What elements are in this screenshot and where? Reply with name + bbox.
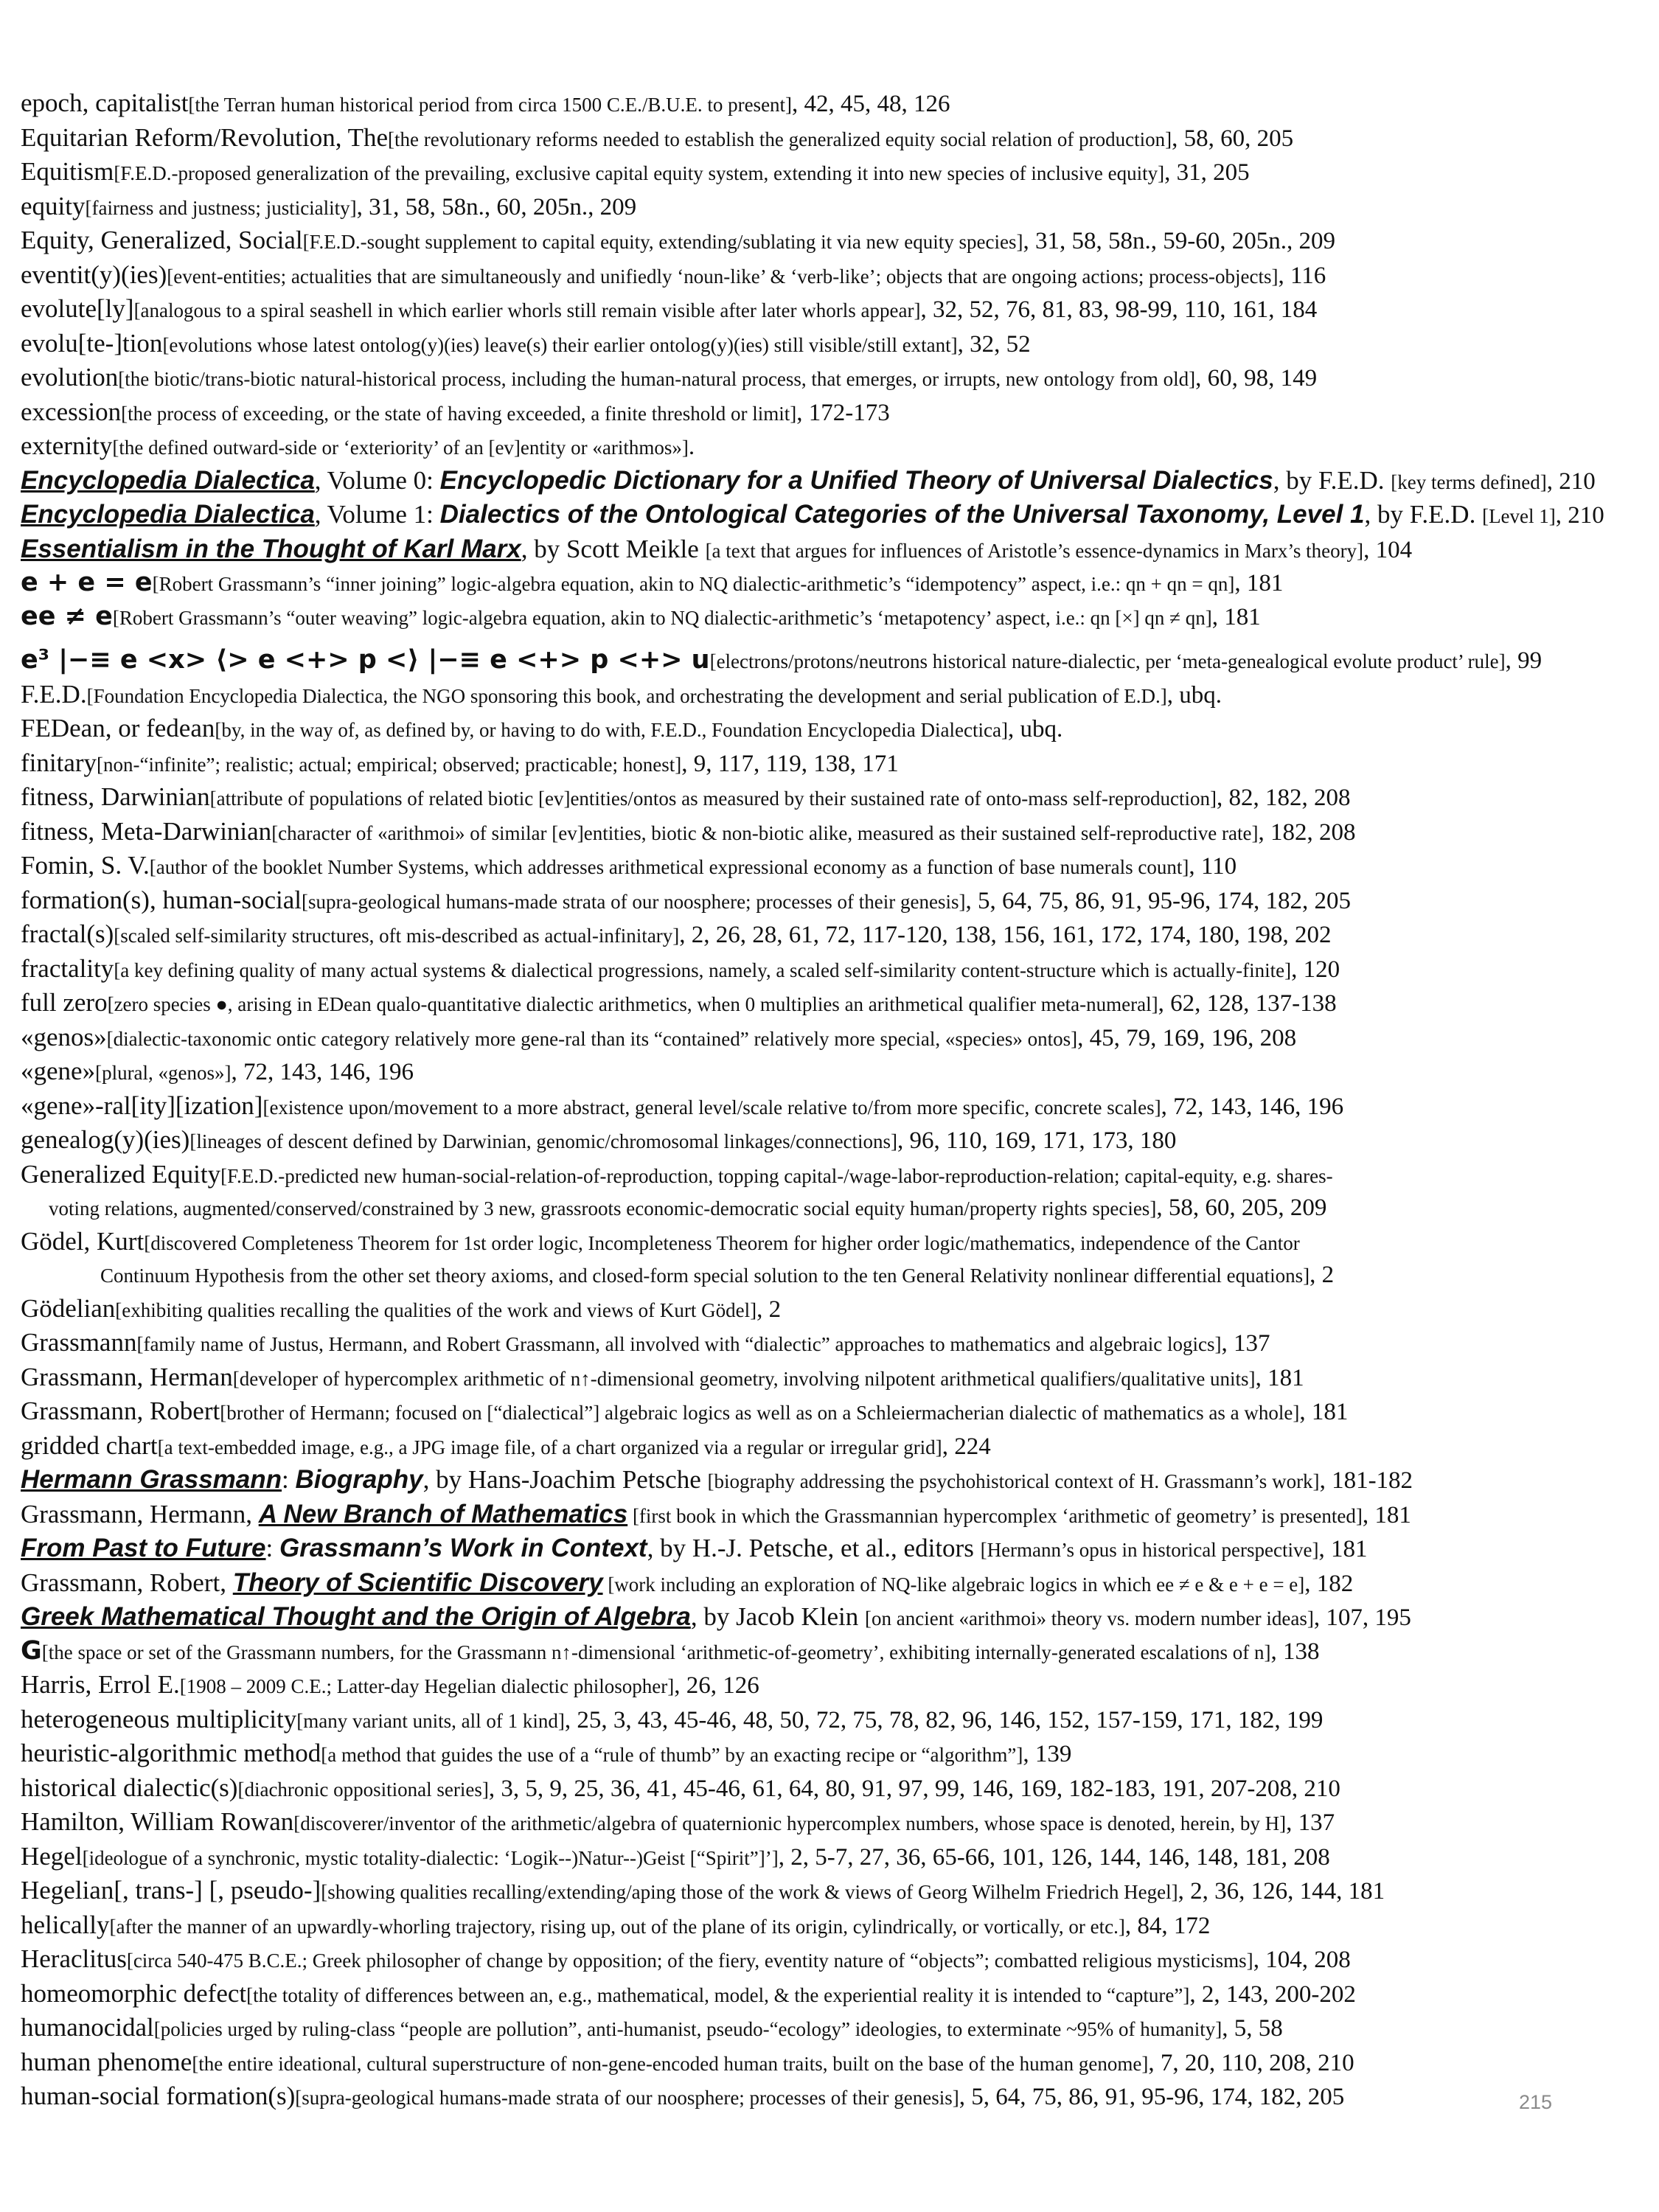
entry-pages: , 137 xyxy=(1221,1330,1270,1357)
entry-description: [a text that argues for influences of Aristotle’s essence-dynamics in Marx’s theory] xyxy=(705,539,1364,562)
entry-description: [discoverer/inventor of the arithmetic/algebra of quaternionic hypercomplex numbers, whose space is denoted, herein, by H] xyxy=(293,1812,1287,1834)
index-entry xyxy=(21,1090,1643,1124)
entry-pages: , 62, 128, 137-138 xyxy=(1158,990,1337,1017)
entry-description: [F.E.D.-predicted new human-social-relation-of-reproduction, topping capital-/wage-labor-reproduction-relation; capital-equity, e.g. shares- xyxy=(220,1164,1333,1187)
entry-subtitle: Encyclopedic Dictionary for a Unified Theory of Universal Dialectics xyxy=(439,465,1273,495)
index-entry xyxy=(21,1669,1643,1703)
entry-description: [event-entities; actualities that are simultaneously and unifiedly ‘noun-like’ & ‘verb-like’; objects that are ongoing actions; process-objects] xyxy=(167,265,1279,288)
entry-volume: : xyxy=(265,1534,280,1562)
index-entry xyxy=(21,884,1643,919)
index-entry xyxy=(21,1498,1643,1533)
entry-term: fractality xyxy=(21,953,114,983)
entry-term: excession xyxy=(21,397,122,426)
index-entry xyxy=(21,259,1643,293)
entry-pages: , 25, 3, 43, 45-46, 48, 50, 72, 75, 78, 82, 96, 146, 152, 157-159, 171, 182, 199 xyxy=(564,1706,1324,1733)
entry-pages: , 2, 5-7, 27, 36, 65-66, 101, 126, 144, 146, 148, 181, 208 xyxy=(778,1843,1330,1871)
entry-term: From Past to Future xyxy=(21,1534,266,1562)
entry-description: [author of the booklet Number Systems, which addresses arithmetical expressional economy as a function of base numerals count] xyxy=(149,856,1189,878)
index-entry xyxy=(21,712,1643,747)
entry-term: A New Branch of Mathematics xyxy=(258,1499,628,1528)
index-entry xyxy=(21,293,1643,327)
index-entry xyxy=(21,1635,1643,1669)
entry-pages: , 2, 26, 28, 61, 72, 117-120, 138, 156, 161, 172, 174, 180, 198, 202 xyxy=(679,922,1332,948)
index-entry xyxy=(21,1840,1643,1875)
entry-description: [existence upon/movement to a more abstract, general level/scale relative to/from more specific, concrete scales] xyxy=(262,1096,1161,1119)
entry-pages: , 138 xyxy=(1270,1638,1320,1665)
entry-pages: , 116 xyxy=(1278,262,1326,289)
entry-pages: , 2, 36, 126, 144, 181 xyxy=(1178,1878,1385,1905)
index-entry xyxy=(21,781,1643,815)
entry-description: [diachronic oppositional series] xyxy=(237,1778,489,1801)
entry-term: F.E.D. xyxy=(21,679,87,709)
entry-pages: , 181 xyxy=(1318,1536,1368,1562)
entry-pages: , 45, 79, 169, 196, 208 xyxy=(1077,1024,1297,1051)
entry-description: [lineages of descent defined by Darwinian, genomic/chromosomal linkages/connections] xyxy=(189,1130,898,1152)
entry-term: epoch, capitalist xyxy=(21,88,189,117)
entry-description: [the revolutionary reforms needed to establish the generalized equity social relation of production] xyxy=(388,128,1172,150)
entry-pages: , 82, 182, 208 xyxy=(1216,785,1351,811)
entry-term: Hermann Grassmann xyxy=(21,1465,282,1494)
entry-description: [character of «arithmoi» of similar [ev]entities, biotic & non-biotic alike, measured as their sustained self-reproductive rate] xyxy=(271,821,1259,844)
entry-description: [the totality of differences between an, e.g., mathematical, model, & the experiential reality it is intended to “capture”] xyxy=(246,1983,1190,2006)
entry-term: heuristic-algorithmic method xyxy=(21,1739,321,1767)
entry-term: «genos» xyxy=(21,1022,107,1051)
entry-description: [Robert Grassmann’s “inner joining” logic-algebra equation, akin to NQ dialectic-arithmetic’s “idempotency” aspect, i.e.: qn + qn = qn] xyxy=(152,573,1235,595)
index-entry xyxy=(21,533,1643,568)
entry-volume: : xyxy=(282,1465,296,1494)
entry-pages: , 31, 205 xyxy=(1164,159,1250,186)
entry-description: [the Terran human historical period from circa 1500 C.E./B.U.E. to present] xyxy=(188,94,793,116)
entry-pages: , 5, 64, 75, 86, 91, 95-96, 174, 182, 205 xyxy=(959,2084,1345,2110)
entry-term: e³ |−≡ e <x> ⟨> e <+> p <⟩ |−≡ e <+> p <+> u xyxy=(21,645,710,675)
entry-term: «gene» xyxy=(21,1057,96,1085)
index-entry xyxy=(21,1601,1643,1635)
entry-description: [non-“infinite”; realistic; actual; empirical; observed; practicable; honest] xyxy=(97,753,682,776)
index-entry xyxy=(21,1567,1643,1601)
entry-description: [on ancient «arithmoi» theory vs. modern number ideas] xyxy=(865,1607,1314,1630)
entry-term: Essentialism in the Thought of Karl Marx xyxy=(21,534,521,563)
index-entry xyxy=(21,2046,1643,2081)
entry-description: [discovered Completeness Theorem for 1st order logic, Incompleteness Theorem for higher order logic/mathematics, independence of the Cantor xyxy=(144,1231,1300,1254)
entry-pages: , 181 xyxy=(1234,570,1284,597)
entry-pages: . xyxy=(688,434,695,460)
entry-pages: , 210 xyxy=(1546,467,1596,495)
index-entry xyxy=(21,465,1643,499)
entry-term: fitness, Darwinian xyxy=(21,782,210,811)
entry-term: finitary xyxy=(21,748,97,777)
entry-description: [the defined outward-side or ‘exteriority’ of an [ev]entity or «arithmos»] xyxy=(112,437,689,459)
entry-term: heterogeneous multiplicity xyxy=(21,1704,297,1733)
index-entry xyxy=(21,1326,1643,1361)
entry-term: Hamilton, William Rowan xyxy=(21,1807,294,1836)
entry-description: [plural, «genos»] xyxy=(95,1062,232,1084)
index-entry xyxy=(21,747,1643,782)
index-entry xyxy=(21,361,1643,396)
entry-pages: , 181 xyxy=(1211,603,1261,630)
entry-pages: , 32, 52 xyxy=(957,330,1031,358)
entry-description: [electrons/protons/neutrons historical nature-dialectic, per ‘meta-genealogical evolute product’ rule] xyxy=(709,650,1506,672)
index-entry xyxy=(21,327,1643,362)
entry-description: [1908 – 2009 C.E.; Latter-day Hegelian dialectic philosopher] xyxy=(179,1675,675,1697)
entry-pages: , 5, 64, 75, 86, 91, 95-96, 174, 182, 205 xyxy=(965,887,1351,914)
entry-description: [by, in the way of, as defined by, or having to do with, F.E.D., Foundation Encyclopedia Dialectica] xyxy=(215,719,1008,741)
entry-term: externity xyxy=(21,431,113,460)
entry-term: Generalized Equity xyxy=(21,1159,221,1189)
entry-description: [the space or set of the Grassmann numbers, for the Grassmann n↑-dimensional ‘arithmetic-of-geometry’, exhibiting internally-generated escalations of n] xyxy=(41,1641,1271,1663)
index-entry xyxy=(21,849,1643,884)
entry-term: genealog(y)(ies) xyxy=(21,1125,190,1154)
index-entry xyxy=(21,1703,1643,1738)
index-entry xyxy=(21,156,1643,190)
index-entry xyxy=(21,953,1643,987)
index-entry xyxy=(21,918,1643,953)
index-entry xyxy=(21,1978,1643,2012)
entry-pages: , 31, 58, 58n., 59-60, 205n., 209 xyxy=(1023,228,1335,254)
entry-description: [Robert Grassmann’s “outer weaving” logic-algebra equation, akin to NQ dialectic-arithmetic’s ‘metapotency’ aspect, i.e.: qn [×] qn ≠ qn] xyxy=(112,606,1212,629)
entry-term: humanocidal xyxy=(21,2013,154,2042)
entry-pages: , 9, 117, 119, 138, 171 xyxy=(681,750,899,777)
entry-description: [showing qualities recalling/extending/aping those of the work & views of Georg Wilhelm Friedrich Hegel] xyxy=(321,1881,1178,1903)
entry-pages: , 172-173 xyxy=(796,399,890,426)
entry-description: [fairness and justness; justiciality] xyxy=(85,196,357,219)
entry-description: [the biotic/trans-biotic natural-historical process, including the human-natural process, that emerges, or irrupts, new ontology from old] xyxy=(118,368,1196,390)
entry-term: Heraclitus xyxy=(21,1944,127,1973)
index-entry xyxy=(21,567,1643,601)
entry-author: , by F.E.D. xyxy=(1364,500,1483,529)
entry-term: Greek Mathematical Thought and the Origin of Algebra xyxy=(21,1602,691,1631)
entry-volume: , Volume 1: xyxy=(314,500,440,529)
entry-description: [attribute of populations of related biotic [ev]entities/ontos as measured by their sustained rate of onto-mass self-reproduction] xyxy=(209,787,1217,810)
entry-description: [first book in which the Grassmannian hypercomplex ‘arithmetic of geometry’ is presented] xyxy=(627,1504,1363,1527)
entry-pages: , 182 xyxy=(1304,1570,1354,1597)
index-entry xyxy=(21,190,1643,225)
entry-pages: , 120 xyxy=(1291,956,1340,983)
entry-term: Grassmann, Herman xyxy=(21,1362,233,1391)
entry-description-continued: Continuum Hypothesis from the other set theory axioms, and closed-form special solution to the ten General Relativity nonlinear differential equations], 2 xyxy=(100,1262,1335,1288)
entry-term: evolution xyxy=(21,363,119,392)
entry-description: [evolutions whose latest ontolog(y)(ies) leave(s) their earlier ontolog(y)(ies) still visible/still extant] xyxy=(162,333,958,356)
entry-term: evolute[ly] xyxy=(21,294,134,323)
entry-description: [Level 1] xyxy=(1482,505,1556,527)
entry-description: [many variant units, all of 1 kind] xyxy=(296,1709,565,1732)
entry-pages: , 96, 110, 169, 171, 173, 180 xyxy=(897,1127,1177,1154)
entry-term: homeomorphic defect xyxy=(21,1978,247,2008)
entry-pages: , 104 xyxy=(1363,536,1413,563)
entry-term: Grassmann xyxy=(21,1328,137,1357)
entry-pages: , ubq. xyxy=(1007,716,1063,742)
entry-term: human phenome xyxy=(21,2047,192,2076)
entry-description: [F.E.D.-proposed generalization of the prevailing, exclusive capital equity system, extending it into new species of inclusive equity] xyxy=(114,162,1165,184)
entry-description: [dialectic-taxonomic ontic category relatively more gene-ral than its “contained” relatively more special, «species» ontos] xyxy=(106,1027,1078,1050)
entry-pages: , 7, 20, 110, 208, 210 xyxy=(1148,2049,1354,2076)
entry-pages: , 31, 58, 58n., 60, 205n., 209 xyxy=(356,193,637,220)
index-entry xyxy=(21,1361,1643,1396)
entry-pages: , ubq. xyxy=(1166,681,1222,709)
entry-pages: , 99 xyxy=(1505,647,1543,674)
entry-term: fitness, Meta-Darwinian xyxy=(21,816,272,846)
entry-subtitle: Biography xyxy=(295,1465,423,1494)
entry-term: historical dialectic(s) xyxy=(21,1773,238,1802)
entry-term: Hegelian[, trans-] [, pseudo-] xyxy=(21,1876,321,1905)
entry-term: Gödelian xyxy=(21,1293,116,1323)
index-entry xyxy=(21,1737,1643,1772)
entry-term: Gödel, Kurt xyxy=(21,1226,145,1256)
entry-description: [the process of exceeding, or the state of having exceeded, a finite threshold or limit] xyxy=(121,402,797,425)
entry-description: [work including an exploration of NQ-like algebraic logics in which ee ≠ e & e + e = e] xyxy=(602,1573,1305,1596)
index-entry xyxy=(21,1124,1643,1158)
entry-description: [circa 540-475 B.C.E.; Greek philosopher of change by opposition; of the fiery, eventity nature of “objects”; combatted religious mysticisms] xyxy=(126,1950,1253,1972)
index-page xyxy=(21,87,1643,2115)
entry-pages: , 107, 195 xyxy=(1313,1604,1411,1631)
entry-term: fractal(s) xyxy=(21,919,114,948)
entry-term: Encyclopedia Dialectica xyxy=(21,500,315,529)
entry-description: [a text-embedded image, e.g., a JPG image file, of a chart organized via a regular or irregular grid] xyxy=(157,1436,942,1458)
index-entry xyxy=(21,87,1643,122)
entry-term: Hegel xyxy=(21,1841,83,1871)
entry-author: , by H.-J. Petsche, et al., editors xyxy=(647,1534,981,1562)
entry-term: human-social formation(s) xyxy=(21,2081,296,2110)
entry-author: , by Jacob Klein xyxy=(690,1602,866,1631)
entry-term: Encyclopedia Dialectica xyxy=(21,465,315,495)
entry-description: [the entire ideational, cultural superstructure of non-gene-encoded human traits, built on the base of the human genome] xyxy=(192,2052,1149,2075)
entry-term: helically xyxy=(21,1910,110,1939)
entry-pages: , 5, 58 xyxy=(1222,2015,1283,2042)
index-entry xyxy=(21,1430,1643,1464)
entry-description: [a key defining quality of many actual systems & dialectical progressions, namely, a scaled self-similarity content-structure which is actually-finite] xyxy=(114,959,1292,981)
entry-term: «gene»-ral[ity][ization] xyxy=(21,1091,263,1120)
index-entry xyxy=(21,678,1643,713)
entry-description: [developer of hypercomplex arithmetic of n↑-dimensional geometry, involving nilpotent arithmetical qualifiers/qualitative units] xyxy=(232,1367,1256,1390)
index-entry xyxy=(21,1395,1643,1430)
entry-pages: , 2 xyxy=(1310,1262,1335,1288)
entry-pages: , 181 xyxy=(1299,1399,1349,1425)
entry-pages: , 139 xyxy=(1023,1741,1072,1767)
entry-term: Equitism xyxy=(21,157,114,186)
index-entry xyxy=(21,1158,1643,1225)
entry-term: formation(s), human-social xyxy=(21,885,302,914)
entry-term: equity xyxy=(21,191,86,220)
entry-description: [supra-geological humans-made strata of our noosphere; processes of their genesis] xyxy=(295,2087,959,2109)
index-entry xyxy=(21,1464,1643,1498)
entry-author: , by Hans-Joachim Petsche xyxy=(422,1465,708,1494)
entry-pages: , 58, 60, 205, 209 xyxy=(1156,1194,1327,1221)
entry-pages: , 137 xyxy=(1286,1809,1335,1836)
entry-pages: , 110 xyxy=(1189,853,1237,880)
entry-pages: , 26, 126 xyxy=(674,1672,759,1699)
entry-description: [exhibiting qualities recalling the qualities of the work and views of Kurt Gödel] xyxy=(115,1298,757,1321)
entry-pages: , 42, 45, 48, 126 xyxy=(792,91,950,117)
entry-term: G xyxy=(21,1635,42,1666)
entry-term: Equitarian Reform/Revolution, The xyxy=(21,122,388,152)
index-entry xyxy=(21,1021,1643,1056)
entry-description: [Hermann’s opus in historical perspective] xyxy=(980,1539,1319,1561)
entry-pages: , 224 xyxy=(942,1433,991,1460)
entry-pages: , 2 xyxy=(757,1295,782,1323)
index-entry xyxy=(21,644,1643,678)
entry-term: ee ≠ e xyxy=(21,601,113,631)
entry-description: [key terms defined] xyxy=(1391,470,1547,493)
entry-volume: , Volume 0: xyxy=(314,465,440,495)
entry-pages: , 181 xyxy=(1255,1364,1304,1391)
entry-term: full zero xyxy=(21,988,108,1017)
entry-description: [biography addressing the psychohistorical context of H. Grassmann’s work] xyxy=(707,1470,1320,1492)
entry-subtitle: Dialectics of the Ontological Categories of the Universal Taxonomy, Level 1 xyxy=(439,500,1365,529)
entry-pages: , 60, 98, 149 xyxy=(1195,365,1318,392)
entry-pages: , 182, 208 xyxy=(1258,818,1356,846)
entry-pages: , 3, 5, 9, 25, 36, 41, 45-46, 61, 64, 80, 91, 97, 99, 146, 169, 182-183, 191, 207-208, 210 xyxy=(488,1775,1340,1802)
entry-term: Equity, Generalized, Social xyxy=(21,226,303,254)
index-entry xyxy=(21,122,1643,156)
entry-prefix: Grassmann, Robert, xyxy=(21,1568,233,1597)
entry-pages: , 181-182 xyxy=(1319,1467,1413,1494)
entry-pages: , 72, 143, 146, 196 xyxy=(231,1059,414,1085)
entry-author: , by F.E.D. xyxy=(1273,465,1391,495)
entry-term: Theory of Scientific Discovery xyxy=(232,1568,603,1597)
index-entry xyxy=(21,987,1643,1021)
index-entry xyxy=(21,1532,1643,1567)
index-entry xyxy=(21,224,1643,259)
index-entry xyxy=(21,1772,1643,1806)
index-entry xyxy=(21,396,1643,431)
entry-author: , by Scott Meikle xyxy=(521,534,706,563)
entry-pages: , 72, 143, 146, 196 xyxy=(1161,1093,1344,1120)
index-entry xyxy=(21,2011,1643,2046)
entry-pages: , 32, 52, 76, 81, 83, 98-99, 110, 161, 184 xyxy=(920,296,1318,323)
entry-description: [analogous to a spiral seashell in which earlier whorls still remain visible after later whorls appear] xyxy=(133,299,921,321)
index-entry xyxy=(21,1943,1643,1978)
index-entry xyxy=(21,1293,1643,1327)
page-number: 215 xyxy=(1519,2091,1553,2113)
entry-term: eventit(y)(ies) xyxy=(21,260,167,289)
entry-description: [family name of Justus, Hermann, and Robert Grassmann, all involved with “dialectic” approaches to mathematics and algebraic logics] xyxy=(136,1333,1222,1355)
entry-term: FEDean, or fedean xyxy=(21,714,215,742)
index-entry xyxy=(21,1806,1643,1840)
entry-term: evolu[te-]tion xyxy=(21,328,163,358)
entry-description: [Foundation Encyclopedia Dialectica, the NGO sponsoring this book, and orchestrating the development and serial publication of E.D.] xyxy=(86,684,1167,707)
entry-term: e + e = e xyxy=(21,568,153,597)
entry-description: [brother of Hermann; focused on [“dialectical”] algebraic logics as well as on a Schleiermacherian dialectic of mathematics as a whole] xyxy=(220,1402,1300,1424)
entry-description-continued: voting relations, augmented/conserved/constrained by 3 new, grassroots economic-democratic social equity human/property rights species], 58, 60, 205, 209 xyxy=(49,1194,1327,1221)
index-entry xyxy=(21,1055,1643,1090)
index-entry xyxy=(21,498,1643,533)
entry-description: [after the manner of an upwardly-whorling trajectory, rising up, out of the plane of its origin, cylindrically, or vortically, or etc.] xyxy=(109,1915,1125,1938)
entry-prefix: Grassmann, Hermann, xyxy=(21,1499,259,1528)
index-entry xyxy=(21,430,1643,465)
entry-pages: , 181 xyxy=(1362,1501,1411,1528)
index-entry xyxy=(21,1909,1643,1944)
index-entry xyxy=(21,601,1643,635)
entry-description: [F.E.D.-sought supplement to capital equity, extending/sublating it via new equity species] xyxy=(302,231,1023,253)
entry-term: Harris, Errol E. xyxy=(21,1670,180,1699)
entry-description: [a method that guides the use of a “rule of thumb” by an exacting recipe or “algorithm”] xyxy=(321,1744,1023,1766)
entry-pages: , 210 xyxy=(1555,502,1604,529)
entry-description: [supra-geological humans-made strata of our noosphere; processes of their genesis] xyxy=(302,890,966,913)
entry-description: [policies urged by ruling-class “people are pollution”, anti-humanist, pseudo-“ecology” ideologies, to exterminate ~95% of humanity] xyxy=(153,2018,1222,2040)
entry-description: [scaled self-similarity structures, oft mis-described as actual-infinitary] xyxy=(114,925,680,947)
entry-term: Grassmann, Robert xyxy=(21,1397,220,1425)
entry-pages: , 84, 172 xyxy=(1124,1912,1211,1939)
entry-pages: , 104, 208 xyxy=(1253,1947,1351,1973)
index-entry xyxy=(21,1874,1643,1909)
entry-term: gridded chart xyxy=(21,1430,158,1460)
entry-pages: , 2, 143, 200-202 xyxy=(1189,1980,1356,2008)
index-entry xyxy=(21,2080,1643,2115)
entry-description: [zero species ●, arising in EDean qualo-quantitative dialectic arithmetics, when 0 multiplies an arithmetical qualifier meta-numeral] xyxy=(107,993,1158,1015)
entry-subtitle: Grassmann’s Work in Context xyxy=(279,1534,647,1562)
entry-term: Fomin, S. V. xyxy=(21,851,150,880)
entry-description: [ideologue of a synchronic, mystic totality-dialectic: ‘Logik--)Natur--)Geist [“Spirit”]’] xyxy=(82,1846,779,1869)
index-entry xyxy=(21,815,1643,850)
index-entry xyxy=(21,1225,1643,1293)
entry-pages: , 58, 60, 205 xyxy=(1172,125,1294,152)
